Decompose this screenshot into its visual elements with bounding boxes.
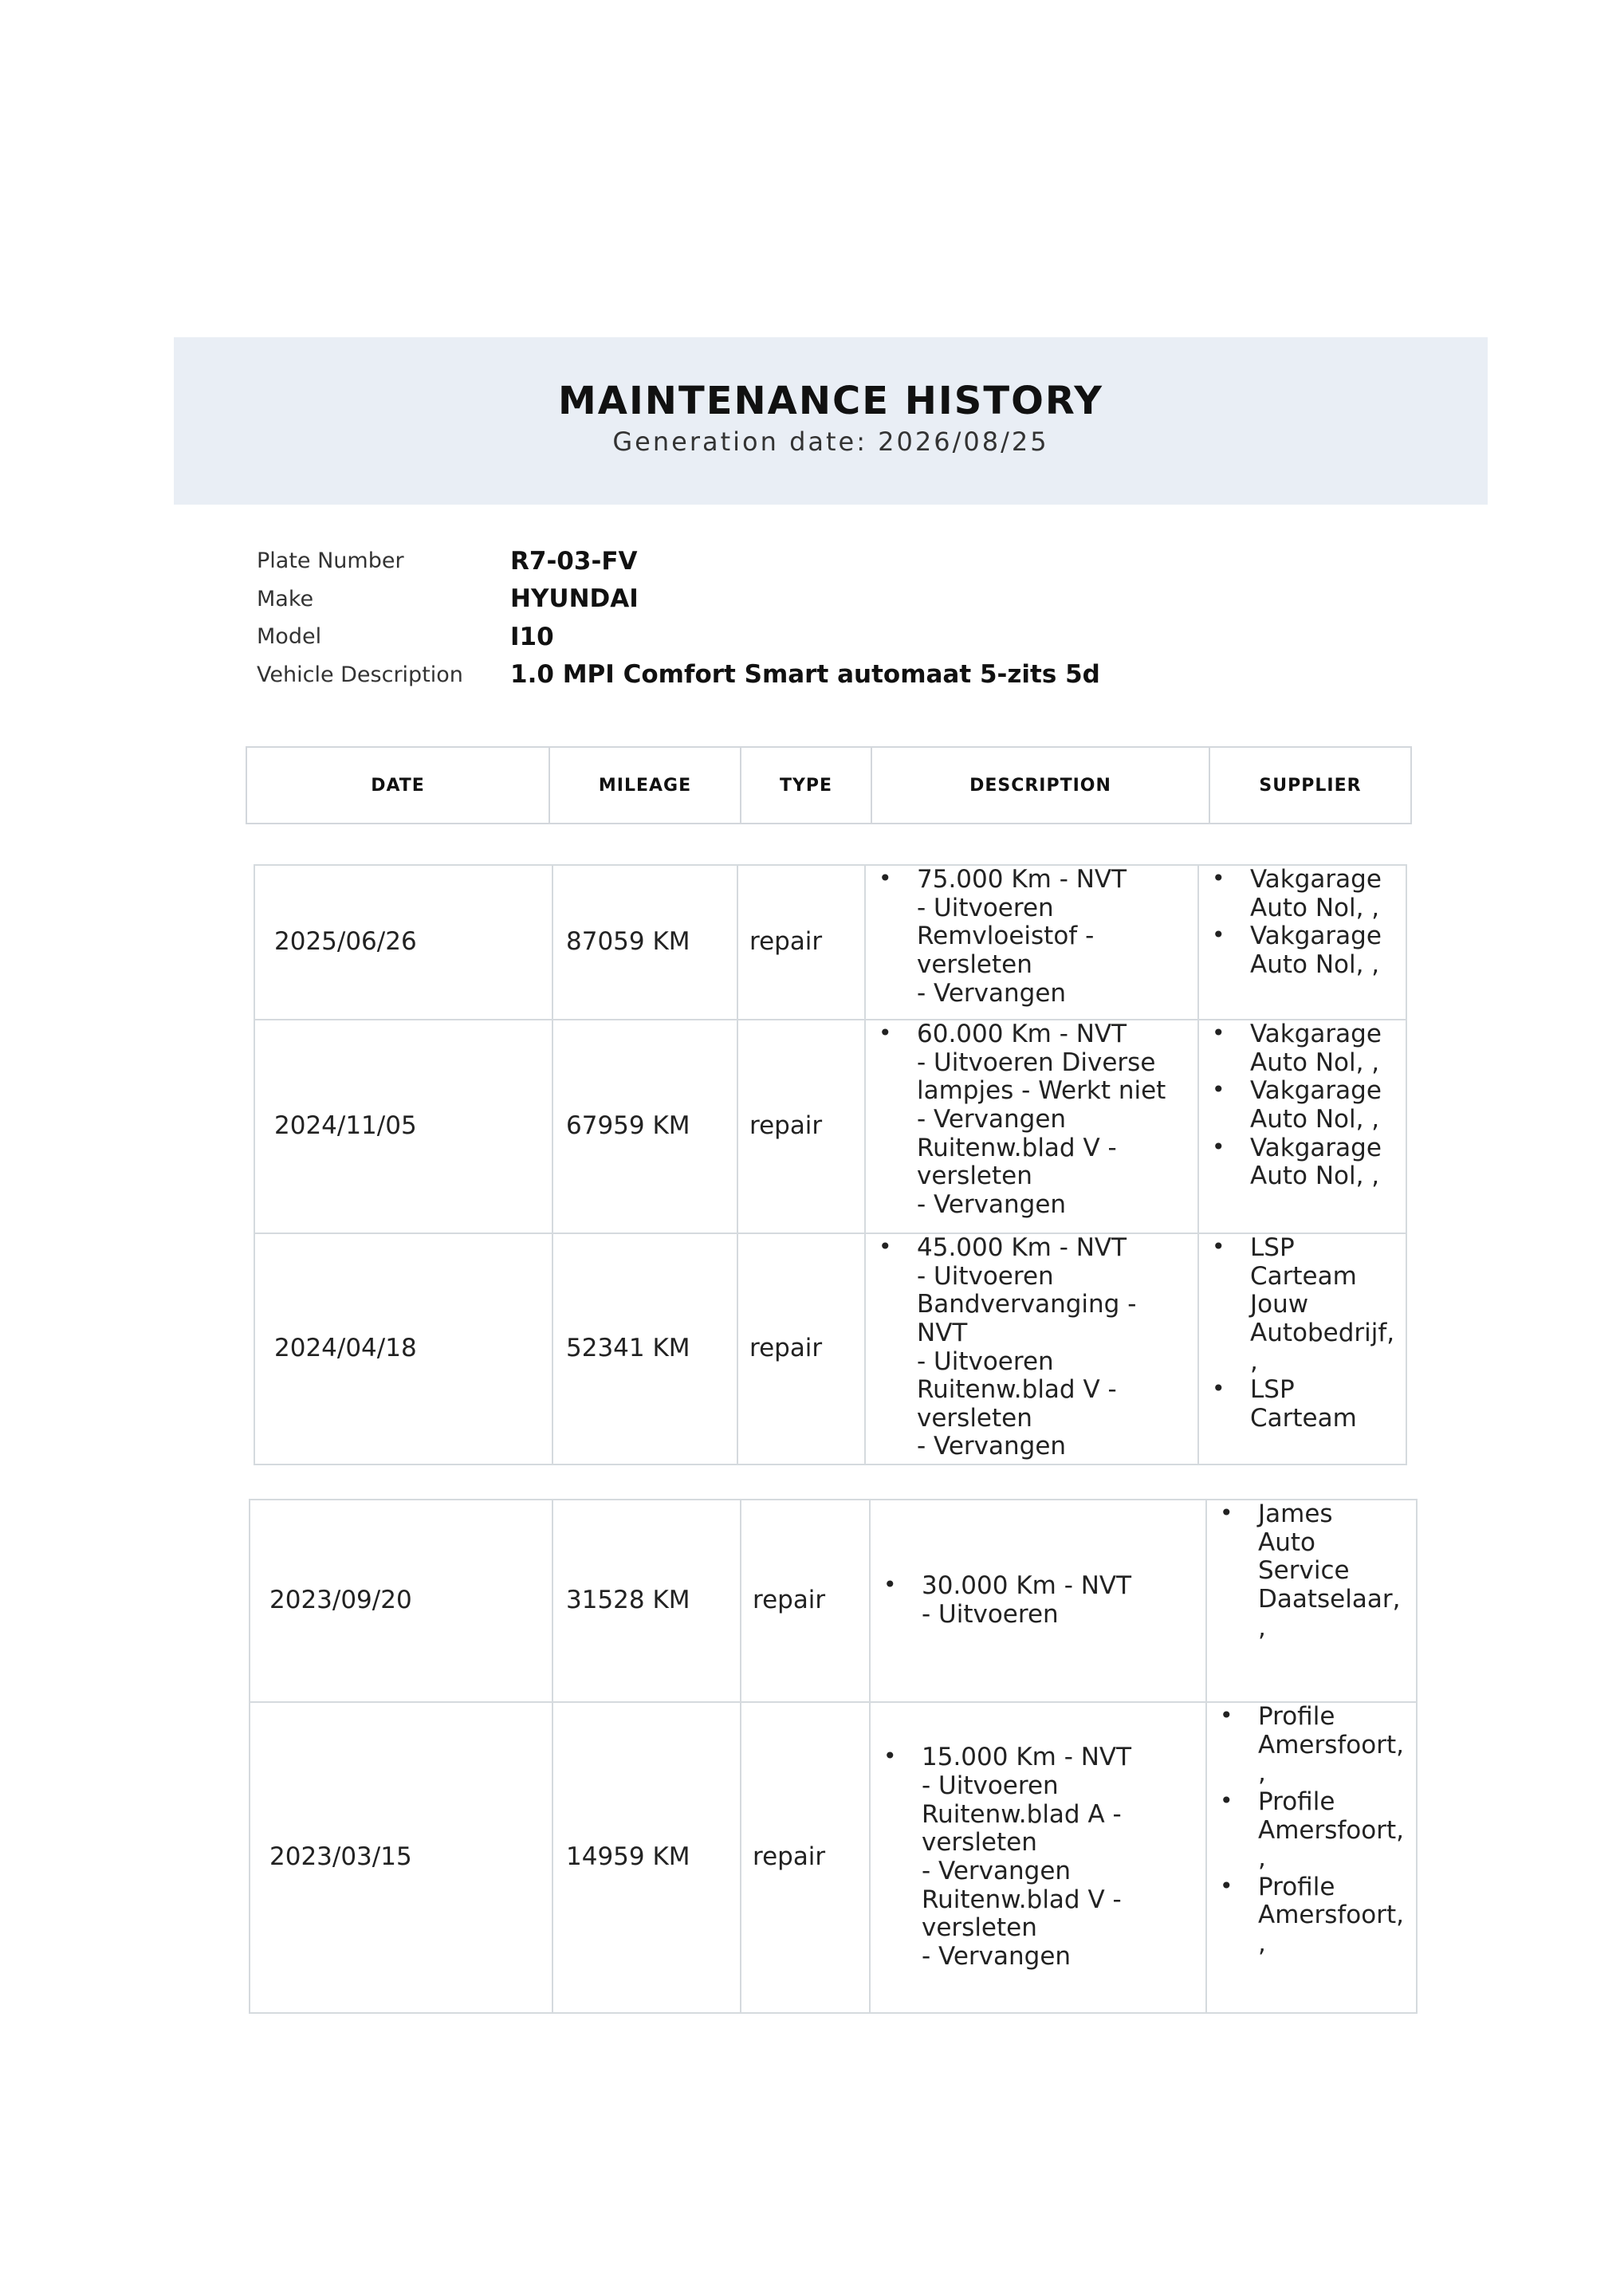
description-item: • 15.000 Km - NVT - Uitvoeren Ruitenw.blad A - versleten - Vervangen Ruitenw.blad V - versleten - Vervangen <box>922 1744 1202 1971</box>
model-value: I10 <box>510 622 554 651</box>
table-row <box>254 865 1406 1020</box>
report-header <box>174 337 1488 505</box>
supplier-cell <box>1198 1020 1406 1233</box>
type-cell: repair <box>737 865 865 1020</box>
supplier-item: • Vakgarage Auto Nol, , <box>1250 1077 1406 1134</box>
supplier-item: • Vakgarage Auto Nol, , <box>1250 1020 1406 1077</box>
table-row <box>250 1702 1417 2013</box>
supplier-cell <box>1198 1233 1406 1464</box>
table-row <box>254 1020 1406 1233</box>
mileage-cell: 52341 KM <box>552 1233 737 1464</box>
vehicle-row-description <box>257 656 1100 694</box>
description-cell <box>865 1020 1198 1233</box>
type-cell: repair <box>737 1020 865 1233</box>
mileage-cell: 87059 KM <box>552 865 737 1020</box>
column-header-mileage: MILEAGE <box>549 747 741 824</box>
type-cell: repair <box>741 1500 870 1702</box>
description-cell <box>870 1500 1206 1702</box>
column-header-type: TYPE <box>741 747 871 824</box>
supplier-item: • Profile Amersfoort, , <box>1258 1788 1416 1873</box>
description-cell <box>870 1702 1206 2013</box>
supplier-item: • LSP Carteam Jouw Autobedrijf, , <box>1250 1234 1406 1376</box>
date-cell: 2024/11/05 <box>254 1020 552 1233</box>
table-row <box>250 1500 1417 1702</box>
mileage-cell: 31528 KM <box>552 1500 741 1702</box>
supplier-item: • LSP Carteam <box>1250 1376 1406 1433</box>
plate-number-label: Plate Number <box>257 548 404 574</box>
plate-number-value: R7-03-FV <box>510 546 638 576</box>
supplier-item: • Vakgarage Auto Nol, , <box>1250 866 1406 922</box>
description-cell <box>865 1233 1198 1464</box>
supplier-item: • Vakgarage Auto Nol, , <box>1250 1134 1406 1191</box>
supplier-cell <box>1198 865 1406 1020</box>
supplier-item: • Profile Amersfoort, , <box>1258 1703 1416 1788</box>
vehicle-info-table <box>257 542 1100 694</box>
history-table-page-1 <box>254 864 1407 1465</box>
make-value: HYUNDAI <box>510 584 639 614</box>
supplier-cell <box>1206 1702 1417 2013</box>
mileage-cell: 67959 KM <box>552 1020 737 1233</box>
model-label: Model <box>257 624 322 650</box>
date-cell: 2023/03/15 <box>250 1702 552 2013</box>
vehicle-row-plate <box>257 542 1100 580</box>
mileage-cell: 14959 KM <box>552 1702 741 2013</box>
column-header-description: DESCRIPTION <box>871 747 1209 824</box>
table-row <box>254 1233 1406 1464</box>
supplier-cell <box>1206 1500 1417 1702</box>
type-cell: repair <box>737 1233 865 1464</box>
history-table-page-2 <box>249 1499 1418 2014</box>
type-cell: repair <box>741 1702 870 2013</box>
description-cell <box>865 865 1198 1020</box>
vehicle-description-value: 1.0 MPI Comfort Smart automaat 5-zits 5d <box>510 660 1100 690</box>
supplier-item: • Vakgarage Auto Nol, , <box>1250 922 1406 979</box>
supplier-item: • James Auto Service Daatselaar, , <box>1258 1500 1416 1642</box>
description-item: • 30.000 Km - NVT - Uitvoeren <box>922 1572 1202 1629</box>
date-cell: 2023/09/20 <box>250 1500 552 1702</box>
vehicle-description-label: Vehicle Description <box>257 662 463 687</box>
supplier-item: • Profile Amersfoort, , <box>1258 1873 1416 1959</box>
column-header-date: DATE <box>246 747 549 824</box>
vehicle-row-make <box>257 580 1100 619</box>
vehicle-row-model <box>257 618 1100 656</box>
description-item: • 75.000 Km - NVT - Uitvoeren Remvloeistof - versleten - Vervangen <box>917 866 1194 1008</box>
report-title: MAINTENANCE HISTORY <box>558 379 1103 423</box>
description-item: • 60.000 Km - NVT - Uitvoeren Diverse lampjes - Werkt niet - Vervangen Ruitenw.blad V - versleten - Vervangen <box>917 1020 1194 1219</box>
date-cell: 2025/06/26 <box>254 865 552 1020</box>
make-label: Make <box>257 586 314 611</box>
generation-date: Generation date: 2026/08/25 <box>612 427 1049 457</box>
description-item: • 45.000 Km - NVT - Uitvoeren Bandvervanging - NVT - Uitvoeren Ruitenw.blad V - versleten - Vervangen <box>917 1234 1194 1461</box>
column-header-supplier: SUPPLIER <box>1209 747 1411 824</box>
history-table-header <box>246 746 1412 824</box>
date-cell: 2024/04/18 <box>254 1233 552 1464</box>
